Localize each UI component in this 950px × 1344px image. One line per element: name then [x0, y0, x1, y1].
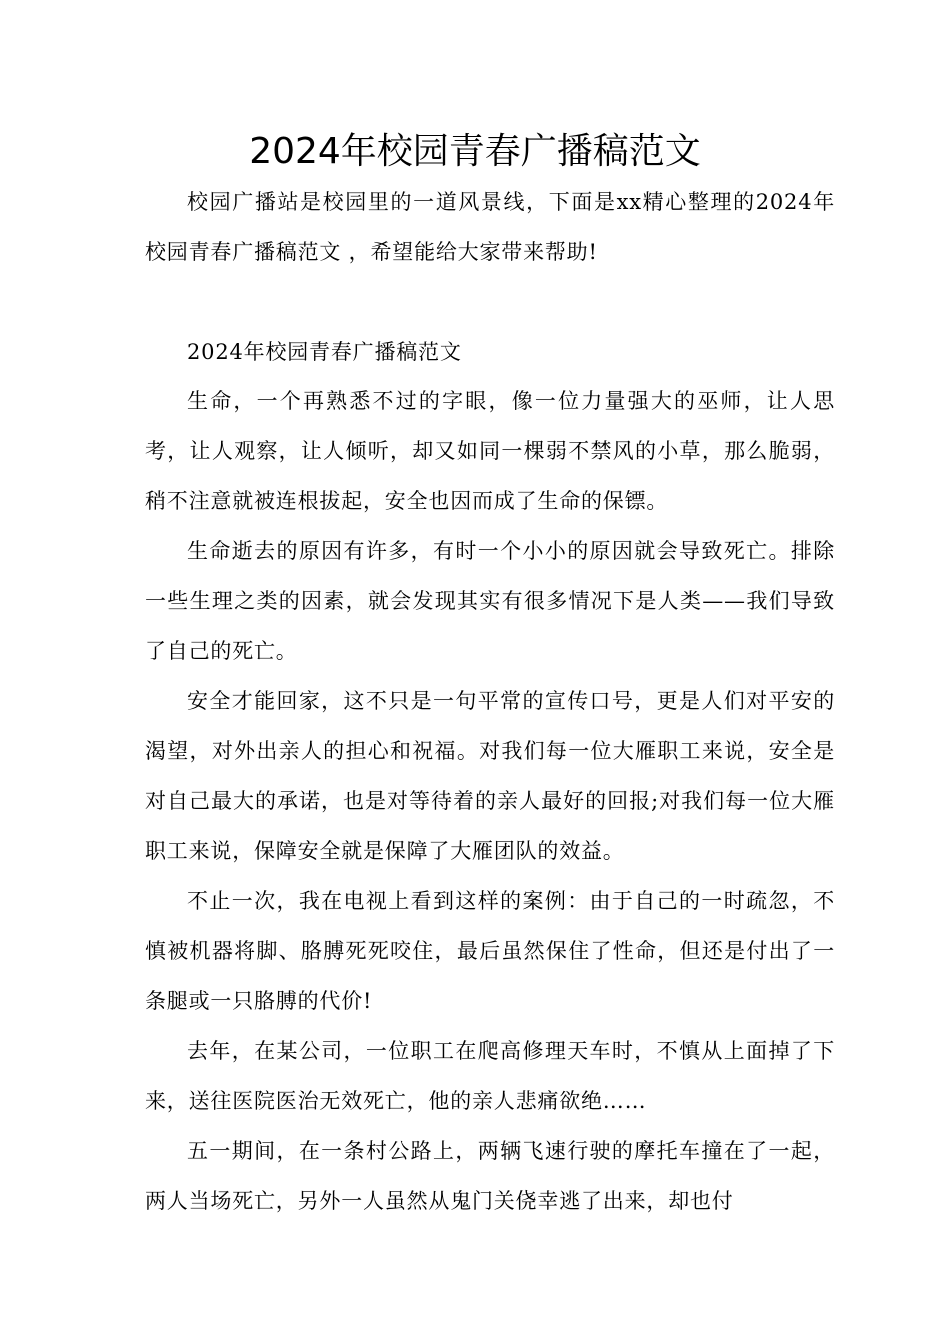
body-paragraph: 不止一次，我在电视上看到这样的案例：由于自己的一时疏忽，不慎被机器将脚、胳膊死死咬住，最后虽然保住了性命，但还是付出了一条腿或一只胳膊的代价! [145, 889, 835, 1013]
body-paragraph: 去年，在某公司，一位职工在爬高修理天车时，不慎从上面掉了下来，送往医院医治无效死亡，他的亲人悲痛欲绝…… [145, 1039, 835, 1113]
body-paragraph: 生命逝去的原因有许多，有时一个小小的原因就会导致死亡。排除一些生理之类的因素，就会发现其实有很多情况下是人类——我们导致了自己的死亡。 [145, 539, 835, 663]
body-paragraph: 生命，一个再熟悉不过的字眼，像一位力量强大的巫师，让人思考，让人观察，让人倾听，却又如同一棵弱不禁风的小草，那么脆弱，稍不注意就被连根拔起，安全也因而成了生命的保镖。 [145, 389, 835, 513]
intro-paragraph: 校园广播站是校园里的一道风景线，下面是xx精心整理的2024年校园青春广播稿范文 ，希望能给大家带来帮助! [145, 190, 835, 264]
body-paragraph: 五一期间，在一条村公路上，两辆飞速行驶的摩托车撞在了一起，两人当场死亡，另外一人虽然从鬼门关侥幸逃了出来，却也付 [145, 1139, 835, 1213]
body-paragraph: 安全才能回家，这不只是一句平常的宣传口号，更是人们对平安的渴望，对外出亲人的担心和祝福。对我们每一位大雁职工来说，安全是对自己最大的承诺，也是对等待着的亲人最好的回报;对我们每一位大雁职工来说，保障安全就是保障了大雁团队的效益。 [145, 689, 835, 863]
document-title: 2024年校园青春广播稿范文 [249, 131, 701, 172]
section-heading: 2024年校园青春广播稿范文 [187, 340, 462, 364]
